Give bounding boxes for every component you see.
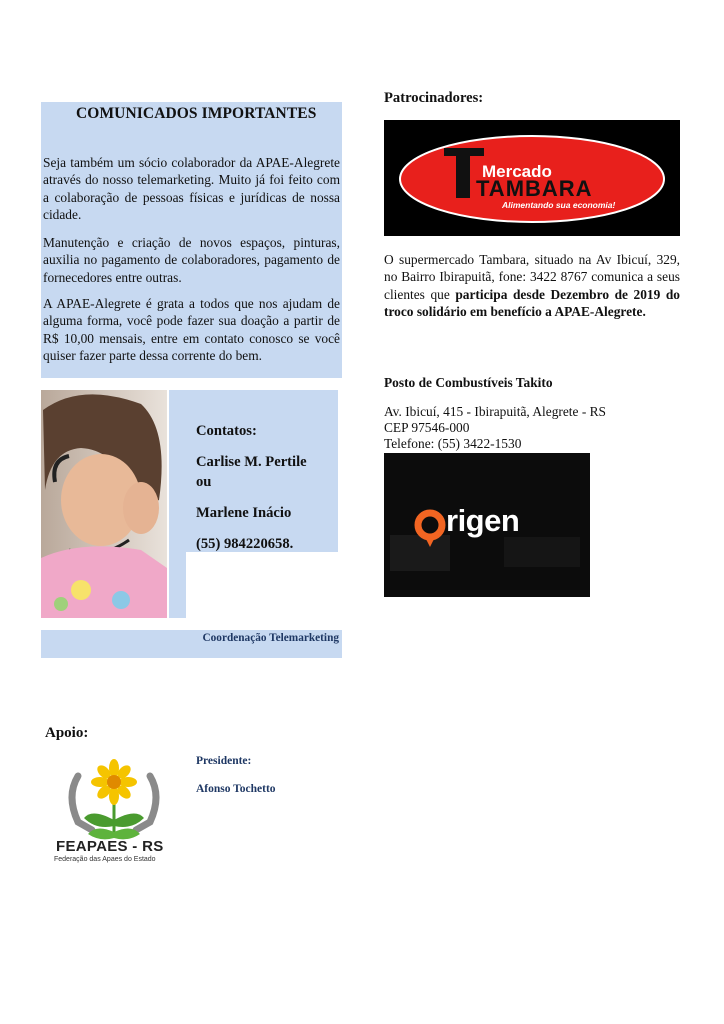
- feapaes-logo-name: FEAPAES - RS: [56, 838, 164, 855]
- tambara-logo-mercado: Mercado: [482, 162, 552, 181]
- patrocinadores-heading: Patrocinadores:: [384, 90, 484, 106]
- takito-heading: Posto de Combustíveis Takito: [384, 375, 553, 390]
- comunicados-title: COMUNICADOS IMPORTANTES: [76, 105, 317, 122]
- contatos-title: Contatos:: [196, 423, 257, 439]
- contact-name-2: Marlene Inácio: [196, 505, 292, 521]
- comunicados-box: [41, 102, 342, 378]
- tambara-text-bold: participa desde Dezembro de 2019 do troco solidário em benefício a APAE-Alegrete.: [384, 286, 680, 320]
- feapaes-logo: [52, 756, 177, 868]
- comunicados-paragraph-2: Manutenção e criação de novos espaços, pinturas, auxilia no pagamento de colaboradores, pagamento de fornecedores entre outras.: [43, 235, 340, 285]
- apoio-heading: Apoio:: [45, 725, 89, 741]
- comunicados-paragraph-3: A APAE-Alegrete é grata a todos que nos ajudam de alguma forma, você pode fazer sua doação a partir de R$ 10,00 mensais, entre em contato conosco se você quiser fazer parte dessa corrente do bem.: [43, 296, 340, 364]
- takito-address: Av. Ibicuí, 415 - Ibirapuitã, Alegrete - RS: [384, 404, 607, 419]
- presidente-label: Presidente:: [196, 755, 252, 767]
- contatos-side-strip: [169, 390, 186, 618]
- feapaes-logo-subtitle: Federação das Apaes do Estado: [54, 856, 156, 863]
- contatos-box: [186, 390, 338, 552]
- takito-phone: Telefone: (55) 3422-1530: [384, 436, 522, 451]
- tambara-logo: [384, 120, 680, 236]
- takito-cep: CEP 97546-000: [384, 420, 470, 435]
- contact-phone: (55) 984220658.: [196, 536, 294, 552]
- tambara-text-plain: O supermercado Tambara, situado na Av Ibicuí, 329, no Bairro Ibirapuitã, fone: 3422 8767 comunica a seus clientes que: [384, 252, 680, 302]
- origen-logo-text: rigen: [446, 503, 520, 538]
- child-headset-photo: [41, 390, 167, 618]
- tambara-logo-tagline: Alimentando sua economia!: [502, 200, 616, 210]
- coordenacao-bar: [41, 630, 342, 658]
- contact-name-1: Carlise M. Pertile: [196, 454, 307, 470]
- tambara-description: [384, 251, 680, 321]
- coordenacao-label: Coordenação Telemarketing: [202, 632, 339, 644]
- presidente-name: Afonso Tochetto: [196, 783, 276, 795]
- tambara-logo-name: TAMBARA: [476, 176, 593, 201]
- contact-or: ou: [196, 474, 212, 490]
- origen-logo: [384, 453, 590, 597]
- comunicados-paragraph-1: Seja também um sócio colaborador da APAE-Alegrete através do nosso telemarketing. Muito já foi feito com a colaboração de pessoas físicas e jurídicas de nossa cidade.: [43, 155, 340, 223]
